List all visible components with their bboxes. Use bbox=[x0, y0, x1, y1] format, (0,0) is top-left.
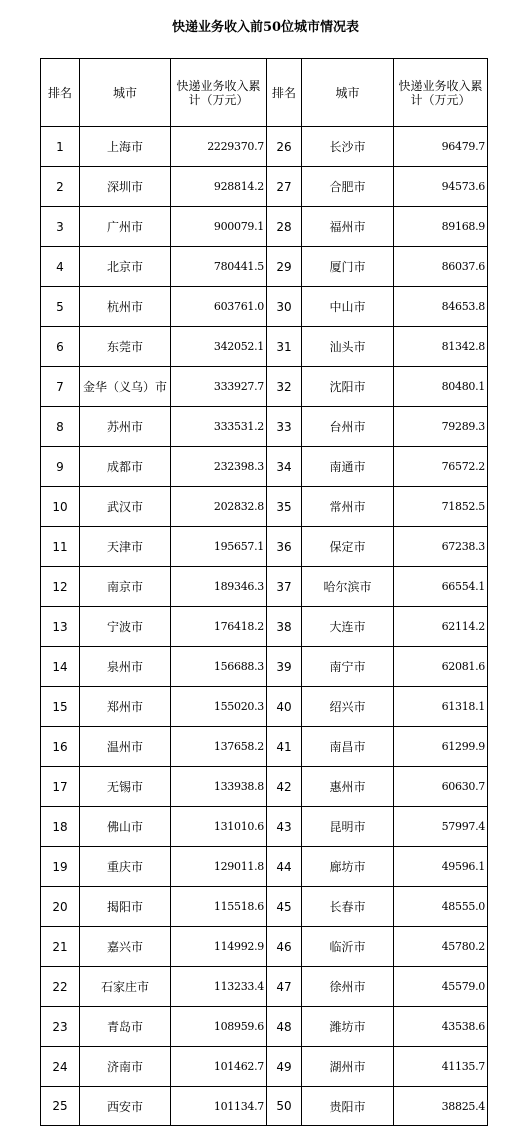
city-cell: 湖州市 bbox=[302, 1047, 394, 1087]
header-revenue-right: 快递业务收入累计（万元） bbox=[394, 59, 488, 127]
table-row bbox=[41, 1007, 488, 1047]
rank-cell: 20 bbox=[41, 887, 80, 927]
rank-cell: 27 bbox=[267, 167, 302, 207]
table-body bbox=[41, 127, 488, 1126]
rank-cell: 22 bbox=[41, 967, 80, 1007]
city-cell: 绍兴市 bbox=[302, 687, 394, 727]
city-cell: 广州市 bbox=[80, 207, 171, 247]
revenue-cell: 76572.2 bbox=[394, 447, 488, 487]
city-cell: 常州市 bbox=[302, 487, 394, 527]
revenue-cell: 45579.0 bbox=[394, 967, 488, 1007]
city-cell: 杭州市 bbox=[80, 287, 171, 327]
city-cell: 无锡市 bbox=[80, 767, 171, 807]
rank-cell: 40 bbox=[267, 687, 302, 727]
rank-cell: 29 bbox=[267, 247, 302, 287]
rank-cell: 14 bbox=[41, 647, 80, 687]
city-cell: 昆明市 bbox=[302, 807, 394, 847]
rank-cell: 30 bbox=[267, 287, 302, 327]
city-cell: 上海市 bbox=[80, 127, 171, 167]
city-cell: 潍坊市 bbox=[302, 1007, 394, 1047]
city-cell: 揭阳市 bbox=[80, 887, 171, 927]
header-city-right: 城市 bbox=[302, 59, 394, 127]
table-row bbox=[41, 567, 488, 607]
revenue-cell: 79289.3 bbox=[394, 407, 488, 447]
revenue-cell: 129011.8 bbox=[171, 847, 267, 887]
city-cell: 长沙市 bbox=[302, 127, 394, 167]
table-row bbox=[41, 927, 488, 967]
table-row bbox=[41, 407, 488, 447]
rank-cell: 31 bbox=[267, 327, 302, 367]
city-cell: 天津市 bbox=[80, 527, 171, 567]
city-cell: 贵阳市 bbox=[302, 1087, 394, 1126]
header-rank-left: 排名 bbox=[41, 59, 80, 127]
city-cell: 重庆市 bbox=[80, 847, 171, 887]
table-row bbox=[41, 367, 488, 407]
revenue-cell: 45780.2 bbox=[394, 927, 488, 967]
city-cell: 长春市 bbox=[302, 887, 394, 927]
rank-cell: 35 bbox=[267, 487, 302, 527]
revenue-cell: 57997.4 bbox=[394, 807, 488, 847]
rank-cell: 3 bbox=[41, 207, 80, 247]
city-cell: 西安市 bbox=[80, 1087, 171, 1126]
city-cell: 南宁市 bbox=[302, 647, 394, 687]
rank-cell: 33 bbox=[267, 407, 302, 447]
rank-cell: 19 bbox=[41, 847, 80, 887]
revenue-cell: 96479.7 bbox=[394, 127, 488, 167]
rank-cell: 49 bbox=[267, 1047, 302, 1087]
revenue-cell: 133938.8 bbox=[171, 767, 267, 807]
rank-cell: 13 bbox=[41, 607, 80, 647]
revenue-cell: 80480.1 bbox=[394, 367, 488, 407]
rank-cell: 8 bbox=[41, 407, 80, 447]
revenue-cell: 202832.8 bbox=[171, 487, 267, 527]
city-cell: 金华（义乌）市 bbox=[80, 367, 171, 407]
city-cell: 郑州市 bbox=[80, 687, 171, 727]
rank-cell: 45 bbox=[267, 887, 302, 927]
city-cell: 深圳市 bbox=[80, 167, 171, 207]
rank-cell: 18 bbox=[41, 807, 80, 847]
rank-cell: 43 bbox=[267, 807, 302, 847]
city-cell: 中山市 bbox=[302, 287, 394, 327]
rank-cell: 28 bbox=[267, 207, 302, 247]
revenue-cell: 156688.3 bbox=[171, 647, 267, 687]
city-cell: 南通市 bbox=[302, 447, 394, 487]
revenue-cell: 66554.1 bbox=[394, 567, 488, 607]
rank-cell: 11 bbox=[41, 527, 80, 567]
rank-cell: 17 bbox=[41, 767, 80, 807]
revenue-cell: 62081.6 bbox=[394, 647, 488, 687]
rank-cell: 38 bbox=[267, 607, 302, 647]
city-cell: 台州市 bbox=[302, 407, 394, 447]
table-row bbox=[41, 887, 488, 927]
rank-cell: 23 bbox=[41, 1007, 80, 1047]
revenue-cell: 101462.7 bbox=[171, 1047, 267, 1087]
city-cell: 南京市 bbox=[80, 567, 171, 607]
rank-cell: 47 bbox=[267, 967, 302, 1007]
revenue-cell: 928814.2 bbox=[171, 167, 267, 207]
revenue-cell: 71852.5 bbox=[394, 487, 488, 527]
city-cell: 徐州市 bbox=[302, 967, 394, 1007]
header-revenue-left: 快递业务收入累计（万元） bbox=[171, 59, 267, 127]
rank-cell: 6 bbox=[41, 327, 80, 367]
revenue-cell: 155020.3 bbox=[171, 687, 267, 727]
revenue-cell: 333531.2 bbox=[171, 407, 267, 447]
table-row bbox=[41, 967, 488, 1007]
revenue-cell: 232398.3 bbox=[171, 447, 267, 487]
city-cell: 保定市 bbox=[302, 527, 394, 567]
city-cell: 佛山市 bbox=[80, 807, 171, 847]
revenue-cell: 49596.1 bbox=[394, 847, 488, 887]
revenue-cell: 176418.2 bbox=[171, 607, 267, 647]
revenue-cell: 48555.0 bbox=[394, 887, 488, 927]
rank-cell: 15 bbox=[41, 687, 80, 727]
rank-cell: 21 bbox=[41, 927, 80, 967]
rank-cell: 44 bbox=[267, 847, 302, 887]
table-row bbox=[41, 527, 488, 567]
city-cell: 青岛市 bbox=[80, 1007, 171, 1047]
rank-cell: 25 bbox=[41, 1087, 80, 1126]
city-cell: 武汉市 bbox=[80, 487, 171, 527]
city-cell: 大连市 bbox=[302, 607, 394, 647]
city-cell: 北京市 bbox=[80, 247, 171, 287]
rank-cell: 42 bbox=[267, 767, 302, 807]
header-city-left: 城市 bbox=[80, 59, 171, 127]
city-cell: 宁波市 bbox=[80, 607, 171, 647]
rank-cell: 50 bbox=[267, 1087, 302, 1126]
table-row bbox=[41, 287, 488, 327]
table-row bbox=[41, 727, 488, 767]
city-revenue-table bbox=[40, 58, 488, 1126]
revenue-cell: 113233.4 bbox=[171, 967, 267, 1007]
table-row bbox=[41, 167, 488, 207]
revenue-cell: 61299.9 bbox=[394, 727, 488, 767]
city-cell: 厦门市 bbox=[302, 247, 394, 287]
city-cell: 温州市 bbox=[80, 727, 171, 767]
revenue-cell: 38825.4 bbox=[394, 1087, 488, 1126]
rank-cell: 46 bbox=[267, 927, 302, 967]
city-cell: 惠州市 bbox=[302, 767, 394, 807]
revenue-cell: 114992.9 bbox=[171, 927, 267, 967]
table-row bbox=[41, 687, 488, 727]
revenue-cell: 2229370.7 bbox=[171, 127, 267, 167]
rank-cell: 24 bbox=[41, 1047, 80, 1087]
revenue-cell: 61318.1 bbox=[394, 687, 488, 727]
rank-cell: 4 bbox=[41, 247, 80, 287]
revenue-cell: 86037.6 bbox=[394, 247, 488, 287]
rank-cell: 37 bbox=[267, 567, 302, 607]
revenue-cell: 333927.7 bbox=[171, 367, 267, 407]
revenue-cell: 89168.9 bbox=[394, 207, 488, 247]
revenue-cell: 62114.2 bbox=[394, 607, 488, 647]
table-row bbox=[41, 767, 488, 807]
city-cell: 成都市 bbox=[80, 447, 171, 487]
rank-cell: 41 bbox=[267, 727, 302, 767]
revenue-cell: 101134.7 bbox=[171, 1087, 267, 1126]
rank-cell: 1 bbox=[41, 127, 80, 167]
city-cell: 廊坊市 bbox=[302, 847, 394, 887]
table-row bbox=[41, 1047, 488, 1087]
city-cell: 南昌市 bbox=[302, 727, 394, 767]
city-cell: 东莞市 bbox=[80, 327, 171, 367]
rank-cell: 16 bbox=[41, 727, 80, 767]
revenue-cell: 108959.6 bbox=[171, 1007, 267, 1047]
city-cell: 沈阳市 bbox=[302, 367, 394, 407]
table-row bbox=[41, 247, 488, 287]
revenue-cell: 60630.7 bbox=[394, 767, 488, 807]
revenue-cell: 67238.3 bbox=[394, 527, 488, 567]
table-row bbox=[41, 647, 488, 687]
rank-cell: 26 bbox=[267, 127, 302, 167]
city-cell: 福州市 bbox=[302, 207, 394, 247]
rank-cell: 32 bbox=[267, 367, 302, 407]
table-row bbox=[41, 487, 488, 527]
page-title: 快递业务收入前50位城市情况表 bbox=[171, 20, 360, 35]
rank-cell: 12 bbox=[41, 567, 80, 607]
city-cell: 汕头市 bbox=[302, 327, 394, 367]
rank-cell: 34 bbox=[267, 447, 302, 487]
rank-cell: 7 bbox=[41, 367, 80, 407]
table-row bbox=[41, 207, 488, 247]
rank-cell: 48 bbox=[267, 1007, 302, 1047]
table-row bbox=[41, 1087, 488, 1126]
rank-cell: 10 bbox=[41, 487, 80, 527]
revenue-cell: 115518.6 bbox=[171, 887, 267, 927]
rank-cell: 2 bbox=[41, 167, 80, 207]
table-row bbox=[41, 807, 488, 847]
city-cell: 哈尔滨市 bbox=[302, 567, 394, 607]
revenue-cell: 780441.5 bbox=[171, 247, 267, 287]
rank-cell: 5 bbox=[41, 287, 80, 327]
revenue-cell: 43538.6 bbox=[394, 1007, 488, 1047]
city-cell: 苏州市 bbox=[80, 407, 171, 447]
revenue-cell: 189346.3 bbox=[171, 567, 267, 607]
revenue-cell: 195657.1 bbox=[171, 527, 267, 567]
header-rank-right: 排名 bbox=[267, 59, 302, 127]
revenue-cell: 137658.2 bbox=[171, 727, 267, 767]
revenue-cell: 84653.8 bbox=[394, 287, 488, 327]
revenue-cell: 603761.0 bbox=[171, 287, 267, 327]
city-cell: 临沂市 bbox=[302, 927, 394, 967]
city-cell: 合肥市 bbox=[302, 167, 394, 207]
revenue-cell: 94573.6 bbox=[394, 167, 488, 207]
city-cell: 石家庄市 bbox=[80, 967, 171, 1007]
city-cell: 济南市 bbox=[80, 1047, 171, 1087]
table-row bbox=[41, 607, 488, 647]
table-row bbox=[41, 847, 488, 887]
revenue-cell: 131010.6 bbox=[171, 807, 267, 847]
revenue-cell: 342052.1 bbox=[171, 327, 267, 367]
table-row bbox=[41, 327, 488, 367]
rank-cell: 39 bbox=[267, 647, 302, 687]
city-cell: 嘉兴市 bbox=[80, 927, 171, 967]
revenue-cell: 81342.8 bbox=[394, 327, 488, 367]
city-cell: 泉州市 bbox=[80, 647, 171, 687]
table-row bbox=[41, 447, 488, 487]
rank-cell: 36 bbox=[267, 527, 302, 567]
table-row bbox=[41, 127, 488, 167]
rank-cell: 9 bbox=[41, 447, 80, 487]
table-header-row bbox=[41, 59, 488, 127]
revenue-cell: 41135.7 bbox=[394, 1047, 488, 1087]
revenue-cell: 900079.1 bbox=[171, 207, 267, 247]
